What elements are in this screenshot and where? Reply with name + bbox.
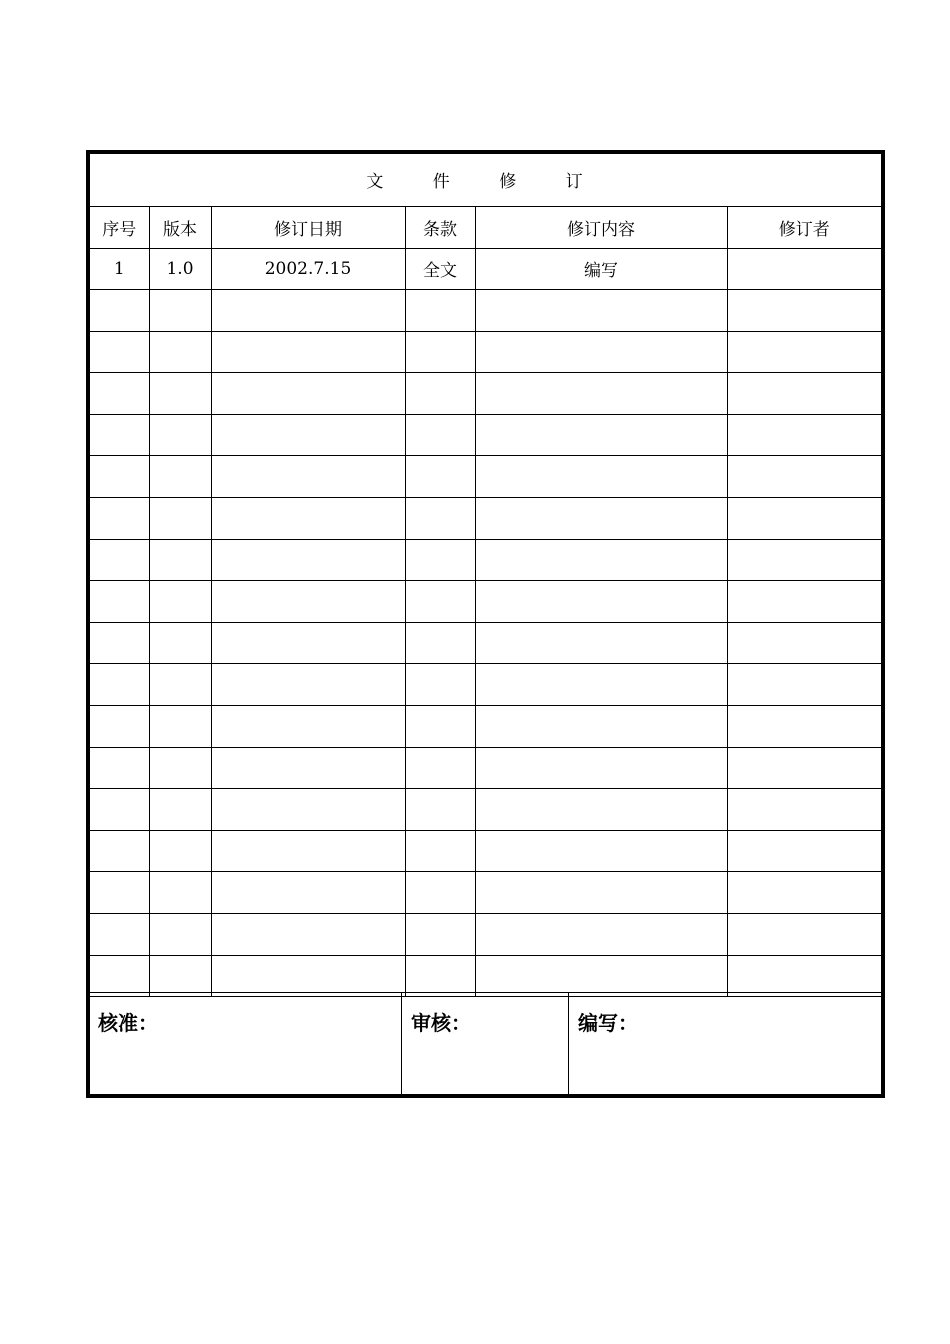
- content-cell[interactable]: [475, 664, 727, 706]
- column-header-content: 修订内容: [475, 206, 727, 248]
- table-row: [90, 581, 881, 623]
- table-row: [90, 539, 881, 581]
- clause-cell[interactable]: [405, 622, 475, 664]
- version-cell[interactable]: [149, 706, 211, 748]
- seq-cell[interactable]: [90, 581, 149, 623]
- seq-cell[interactable]: [90, 914, 149, 956]
- reviser-cell[interactable]: [727, 747, 881, 789]
- content-cell[interactable]: [475, 622, 727, 664]
- seq-cell[interactable]: [90, 872, 149, 914]
- date-cell[interactable]: [211, 747, 405, 789]
- table-row: [90, 622, 881, 664]
- table-row: [90, 331, 881, 373]
- reviser-cell[interactable]: [727, 706, 881, 748]
- version-cell[interactable]: [149, 664, 211, 706]
- content-cell[interactable]: [475, 456, 727, 498]
- version-cell[interactable]: [149, 414, 211, 456]
- clause-cell[interactable]: [405, 830, 475, 872]
- table-row: [90, 830, 881, 872]
- signature-row: [90, 992, 881, 1094]
- approve-cell[interactable]: [90, 993, 402, 1094]
- content-cell[interactable]: [475, 290, 727, 332]
- content-cell[interactable]: [475, 789, 727, 831]
- review-label: 审核：: [411, 1011, 471, 1035]
- revision-table: [90, 154, 881, 997]
- column-header-version: 版本: [149, 206, 211, 248]
- date-cell[interactable]: [211, 664, 405, 706]
- date-cell[interactable]: [211, 706, 405, 748]
- table-row: [90, 747, 881, 789]
- date-cell[interactable]: 2002.7.15: [211, 248, 405, 290]
- content-cell[interactable]: [475, 955, 727, 997]
- reviser-cell[interactable]: [727, 581, 881, 623]
- clause-cell[interactable]: [405, 706, 475, 748]
- date-cell[interactable]: [211, 414, 405, 456]
- version-cell[interactable]: [149, 914, 211, 956]
- version-cell[interactable]: [149, 498, 211, 540]
- content-cell[interactable]: [475, 498, 727, 540]
- reviser-cell[interactable]: [727, 539, 881, 581]
- seq-cell[interactable]: [90, 664, 149, 706]
- version-cell[interactable]: [149, 331, 211, 373]
- clause-cell[interactable]: 全文: [405, 248, 475, 290]
- revision-form: [86, 150, 885, 1098]
- content-cell[interactable]: [475, 373, 727, 415]
- seq-cell[interactable]: [90, 955, 149, 997]
- seq-cell[interactable]: [90, 373, 149, 415]
- review-cell[interactable]: [402, 993, 569, 1094]
- table-row: [90, 290, 881, 332]
- date-cell[interactable]: [211, 331, 405, 373]
- seq-cell[interactable]: [90, 747, 149, 789]
- table-row: [90, 914, 881, 956]
- reviser-cell[interactable]: [727, 248, 881, 290]
- version-cell[interactable]: [149, 456, 211, 498]
- seq-cell[interactable]: 1: [90, 248, 149, 290]
- table-row: [90, 664, 881, 706]
- clause-cell[interactable]: [405, 331, 475, 373]
- column-header-clause: 条款: [405, 206, 475, 248]
- content-cell[interactable]: [475, 706, 727, 748]
- column-header-reviser: 修订者: [727, 206, 881, 248]
- seq-cell[interactable]: [90, 539, 149, 581]
- content-cell[interactable]: [475, 414, 727, 456]
- date-cell[interactable]: [211, 373, 405, 415]
- reviser-cell[interactable]: [727, 914, 881, 956]
- seq-cell[interactable]: [90, 456, 149, 498]
- reviser-cell[interactable]: [727, 498, 881, 540]
- reviser-cell[interactable]: [727, 664, 881, 706]
- table-row: [90, 248, 881, 290]
- version-cell[interactable]: [149, 830, 211, 872]
- content-cell[interactable]: [475, 872, 727, 914]
- column-header-date: 修订日期: [211, 206, 405, 248]
- date-cell[interactable]: [211, 622, 405, 664]
- reviser-cell[interactable]: [727, 830, 881, 872]
- reviser-cell[interactable]: [727, 789, 881, 831]
- date-cell[interactable]: [211, 290, 405, 332]
- date-cell[interactable]: [211, 914, 405, 956]
- clause-cell[interactable]: [405, 747, 475, 789]
- version-cell[interactable]: [149, 581, 211, 623]
- clause-cell[interactable]: [405, 456, 475, 498]
- reviser-cell[interactable]: [727, 456, 881, 498]
- reviser-cell[interactable]: [727, 290, 881, 332]
- document-title: 文 件 修 订: [90, 154, 881, 206]
- seq-cell[interactable]: [90, 331, 149, 373]
- column-header-seq: 序号: [90, 206, 149, 248]
- version-cell[interactable]: [149, 373, 211, 415]
- table-row: [90, 414, 881, 456]
- version-cell[interactable]: [149, 955, 211, 997]
- clause-cell[interactable]: [405, 789, 475, 831]
- date-cell[interactable]: [211, 456, 405, 498]
- table-row: [90, 789, 881, 831]
- version-cell[interactable]: [149, 789, 211, 831]
- date-cell[interactable]: [211, 789, 405, 831]
- seq-cell[interactable]: [90, 830, 149, 872]
- date-cell[interactable]: [211, 872, 405, 914]
- clause-cell[interactable]: [405, 914, 475, 956]
- content-cell[interactable]: [475, 914, 727, 956]
- version-cell[interactable]: [149, 290, 211, 332]
- version-cell[interactable]: [149, 622, 211, 664]
- clause-cell[interactable]: [405, 373, 475, 415]
- table-row: [90, 373, 881, 415]
- content-cell[interactable]: [475, 539, 727, 581]
- date-cell[interactable]: [211, 539, 405, 581]
- reviser-cell[interactable]: [727, 955, 881, 997]
- clause-cell[interactable]: [405, 498, 475, 540]
- table-row: [90, 706, 881, 748]
- reviser-cell[interactable]: [727, 373, 881, 415]
- table-row: [90, 498, 881, 540]
- reviser-cell[interactable]: [727, 414, 881, 456]
- content-cell[interactable]: [475, 830, 727, 872]
- content-cell[interactable]: [475, 747, 727, 789]
- seq-cell[interactable]: [90, 789, 149, 831]
- clause-cell[interactable]: [405, 290, 475, 332]
- content-cell[interactable]: 编写: [475, 248, 727, 290]
- reviser-cell[interactable]: [727, 872, 881, 914]
- version-cell[interactable]: [149, 747, 211, 789]
- clause-cell[interactable]: [405, 414, 475, 456]
- seq-cell[interactable]: [90, 498, 149, 540]
- content-cell[interactable]: [475, 581, 727, 623]
- date-cell[interactable]: [211, 581, 405, 623]
- clause-cell[interactable]: [405, 581, 475, 623]
- version-cell[interactable]: [149, 539, 211, 581]
- seq-cell[interactable]: [90, 414, 149, 456]
- seq-cell[interactable]: [90, 706, 149, 748]
- approve-label: 核准：: [98, 1011, 158, 1035]
- seq-cell[interactable]: [90, 622, 149, 664]
- clause-cell[interactable]: [405, 664, 475, 706]
- clause-cell[interactable]: [405, 539, 475, 581]
- table-row: [90, 872, 881, 914]
- table-row: [90, 456, 881, 498]
- seq-cell[interactable]: [90, 290, 149, 332]
- date-cell[interactable]: [211, 830, 405, 872]
- date-cell[interactable]: [211, 498, 405, 540]
- clause-cell[interactable]: [405, 872, 475, 914]
- version-cell[interactable]: 1.0: [149, 248, 211, 290]
- content-cell[interactable]: [475, 331, 727, 373]
- reviser-cell[interactable]: [727, 331, 881, 373]
- table-row: [90, 955, 881, 997]
- date-cell[interactable]: [211, 955, 405, 997]
- reviser-cell[interactable]: [727, 622, 881, 664]
- author-label: 编写：: [578, 1011, 638, 1035]
- author-cell[interactable]: [569, 993, 881, 1094]
- version-cell[interactable]: [149, 872, 211, 914]
- clause-cell[interactable]: [405, 955, 475, 997]
